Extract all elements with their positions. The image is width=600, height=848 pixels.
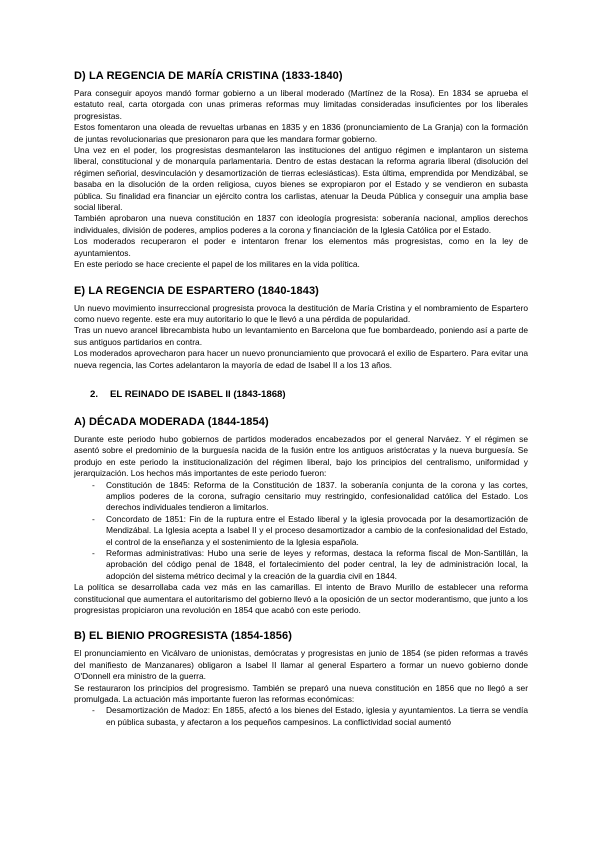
section-a-title: A) DÉCADA MODERADA (1844-1854) [74, 415, 269, 428]
paragraph: Se restauraron los principios del progresismo. También se preparó una nueva constitución en 1856 que no llegó a ser promulgada. La actuación más importante fueron las reformas económicas: [74, 682, 528, 705]
list-item: - Constitución de 1845: Reforma de la Constitución de 1837. la soberanía conjunta de la corona y las cortes, amplios poderes de la corona, sufragio censitario muy restringido, confesionalidad católica del Estado. Los derechos individuales tendieron a limitarlos. [92, 480, 528, 514]
section-e [74, 285, 528, 371]
paragraph: La política se desarrollaba cada vez más en las camarillas. El intento de Bravo Murillo de establecer una reforma constitucional que aumentara el autoritarismo del gobierno llevó a la oposición de un sector moderantismo, que junto a los progresistas propiciaron una revolución en 1854 que acabó con este periodo. [74, 582, 528, 616]
section-a [74, 416, 528, 617]
section-b-title: B) EL BIENIO PROGRESISTA (1854-1856) [74, 630, 292, 643]
paragraph: Estos fomentaron una oleada de revueltas urbanas en 1835 y en 1836 (pronunciamiento de La Granja) con la formación de juntas revolucionarias que presionaron para que les mandara formar gobierno. [74, 122, 528, 144]
section-e-title: E) LA REGENCIA DE ESPARTERO (1840-1843) [74, 284, 319, 297]
chapter-title: EL REINADO DE ISABEL II (1843-1868) [110, 388, 286, 400]
paragraph: Tras un nuevo arancel librecambista hubo un levantamiento en Barcelona que fue bombardeado, poniendo así a parte de sus antiguos partidarios en contra. [74, 325, 528, 347]
bullet-list [74, 480, 528, 583]
paragraph: El pronunciamiento en Vicálvaro de unionistas, demócratas y progresistas en junio de 1854 (se piden reformas a través del manifiesto de Manzanares) obligaron a Isabel II llamar al general Espartero a formar un nuevo gobierno donde O'Donnell era ministro de la guerra. [74, 648, 528, 682]
chapter-number: 2. [90, 388, 99, 400]
paragraph: Los moderados recuperaron el poder e intentaron frenar los elementos más progresistas, como en la ley de ayuntamientos. [74, 236, 528, 258]
paragraph: Un nuevo movimiento insurreccional progresista provoca la destitución de María Cristina y el nombramiento de Espartero como nuevo regente. este era muy autoritario lo que le llevó a una pérdida de popularidad. [74, 302, 528, 324]
section-b [74, 630, 528, 728]
section-d-title: D) LA REGENCIA DE MARÍA CRISTINA (1833-1840) [74, 70, 343, 82]
paragraph: En este periodo se hace creciente el papel de los militares en la vida política. [74, 259, 360, 270]
list-item: - Reformas administrativas: Hubo una serie de leyes y reformas, destaca la reforma fiscal de Mon-Santillán, la aprobación del código penal de 1848, el fortalecimiento del poder central, la ley de administración local, la adopción del sistema métrico decimal y la creación de la guardia civil en 1844. [92, 548, 528, 582]
paragraph: Durante este periodo hubo gobiernos de partidos moderados encabezados por el general Narváez. Y el régimen se asentó sobre el predominio de la burguesía nacida de la fusión entre los antiguos aristócratas y la nueva burguesía. Se produjo en este periodo la institucionalización del régimen liberal, bajo los principios del centralismo, uniformidad y jerarquización. Los hechos más importantes de este periodo fueron: [74, 433, 528, 479]
paragraph: Para conseguir apoyos mandó formar gobierno a un liberal moderado (Martínez de la Rosa). En 1834 se aprueba el estatuto real, carta otorgada con unas primeras reformas muy limitadas consideradas insuficientes por los liberales progresistas. [74, 88, 528, 121]
paragraph: Una vez en el poder, los progresistas desmantelaron las instituciones del antiguo régimen e implantaron un sistema liberal, constitucional y de monarquía parlamentaria. Dentro de estas destacan la reforma agraria liberal (disolución del régimen señorial, desvinculación y desamortización de tierras eclesiásticas). Esta última, emprendida por Mendizábal, se basaba en la disolución de la orden religiosa, cuyos bienes se expropiaron por el Estado y se vendieron en subasta pública. Su finalidad era financiar un ejército contra los carlistas, atenuar la Deuda Pública y conseguir una amplia base social liberal. [74, 145, 528, 213]
bullet-list [74, 705, 528, 728]
chapter-heading [90, 389, 528, 400]
paragraph: Los moderados aprovecharon para hacer un nuevo pronunciamiento que provocará el exilio de Espartero. Para evitar una nueva regencia, las Cortes adelantaron la mayoría de edad de Isabel II a los 13 años. [74, 348, 528, 370]
list-item: - Concordato de 1851: Fin de la ruptura entre el Estado liberal y la iglesia provocada por la desamortización de Mendizábal. La Iglesia acepta a Isabel II y el proceso desamortizador a cambio de la confesionalidad del Estado, el control de la enseñanza y el sostenimiento de la Iglesia española. [92, 514, 528, 548]
paragraph: También aprobaron una nueva constitución en 1837 con ideología progresista: soberanía nacional, amplios derechos individuales, división de poderes, amplios poderes a la corona y financiación de la Iglesia Católica por el Estado. [74, 213, 528, 235]
section-d [74, 70, 528, 271]
list-item: - Desamortización de Madoz: En 1855, afectó a los bienes del Estado, iglesia y ayuntamientos. La tierra se vendía en pública subasta, y afectaron a los pequeños campesinos. La conflictividad social aumentó [92, 705, 528, 728]
